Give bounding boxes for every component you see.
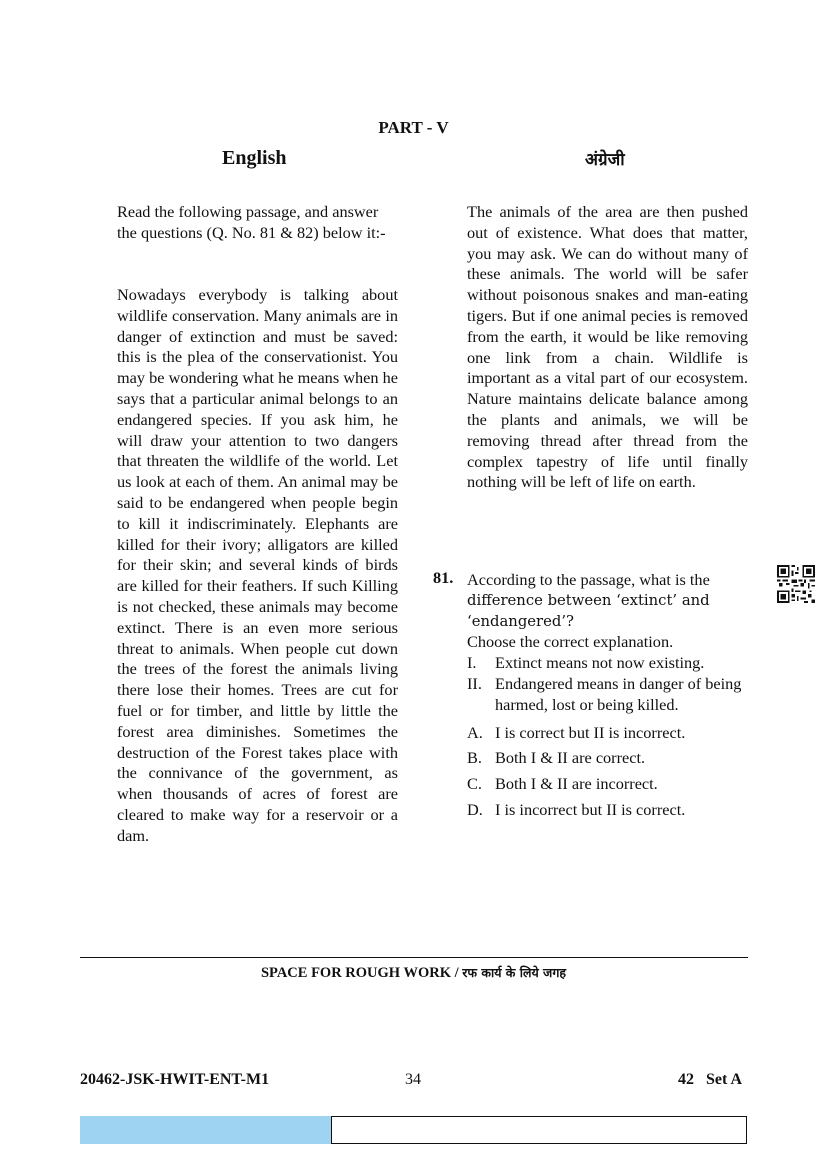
option-label: D. (467, 799, 483, 819)
question-prompt: Choose the correct explanation. (467, 632, 674, 652)
option-label: B. (467, 748, 482, 768)
rough-work-label (0, 964, 827, 982)
statement-text: Endangered means in danger of being harmed, lost or being killed. (495, 673, 742, 714)
rough-work-hindi: रफ कार्य के लिये जगह (462, 965, 567, 980)
option-c[interactable] (467, 774, 767, 795)
passage-right-column: The animals of the area are then pushed out of existence. What does that matter, you may ask. We can do without many of these animals. The world will be safer without poisonous snakes and man-eating tigers. But if one animal pecies is removed from the earth, it would be like removing one link from a chain. Wildlife is important as a vital part of our ecosystem. Nature maintains delicate balance among the plants and animals, we will be removing thread after thread from the complex tapestry of life until finally nothing will be left of life on earth. (467, 202, 748, 492)
option-a[interactable] (467, 723, 767, 744)
option-text: Both I & II are incorrect. (495, 774, 658, 794)
question-81 (467, 570, 767, 821)
paper-code: 20462-JSK-HWIT-ENT-M1 (80, 1071, 270, 1088)
set-label: 42 Set A (678, 1071, 742, 1088)
option-label: A. (467, 722, 483, 742)
option-text: Both I & II are correct. (495, 748, 646, 768)
question-stem-line-3: ‘endangered’? (467, 612, 574, 630)
statement-text: Extinct means not now existing. (495, 653, 705, 673)
rough-work-english: SPACE FOR ROUGH WORK / (260, 965, 463, 981)
heading-english: English (222, 147, 287, 169)
statement-ii (467, 674, 767, 716)
question-stem-line-2: difference between ‘extinct’ and (467, 591, 710, 609)
statement-label: II. (467, 673, 482, 693)
footer-empty-box (331, 1116, 747, 1144)
question-number: 81. (433, 568, 454, 587)
passage-left-column: Nowadays everybody is talking about wildlife conservation. Many animals are in danger of extinction and must be saved: this is the plea of the conservationist. You may be wondering what he means when he says that a particular animal belongs to an endangered species. If you ask him, he will draw your attention to two dangers that threaten the wildlife of the world. Let us look at each of them. An animal may be said to be endangered when people begin to kill it indiscriminately. Elephants are killed for their ivory; alligators are killed for their skin; and several kinds of birds are killed for their feathers. If such Killing is not checked, these animals may become extinct. There is an even more serious threat to animals. When people cut down the trees of the forest the animals living there lose their homes. Trees are cut for fuel or for timber, and little by little the forest area diminishes. Sometimes the destruction of the Forest takes place with the connivance of the government, as when thousands of acres of forest are cleared to make way for a reservoir or a dam. (117, 285, 398, 845)
option-text: I is incorrect but II is correct. (495, 799, 686, 819)
statement-label: I. (467, 653, 477, 673)
page-number: 34 (405, 1071, 421, 1088)
option-label: C. (467, 774, 482, 794)
option-b[interactable] (467, 748, 767, 769)
passage-instructions: Read the following passage, and answer the questions (Q. No. 81 & 82) below it:- (117, 202, 386, 242)
option-text: I is correct but II is incorrect. (495, 722, 686, 742)
option-d[interactable] (467, 800, 767, 821)
qr-code-icon (777, 565, 815, 603)
divider-line (80, 957, 748, 958)
heading-hindi: अंग्रेजी (585, 150, 625, 170)
question-stem-line-1: According to the passage, what is the (467, 570, 710, 589)
statement-i (467, 653, 767, 674)
part-title: PART - V (378, 118, 449, 137)
footer-color-bar (80, 1116, 331, 1144)
